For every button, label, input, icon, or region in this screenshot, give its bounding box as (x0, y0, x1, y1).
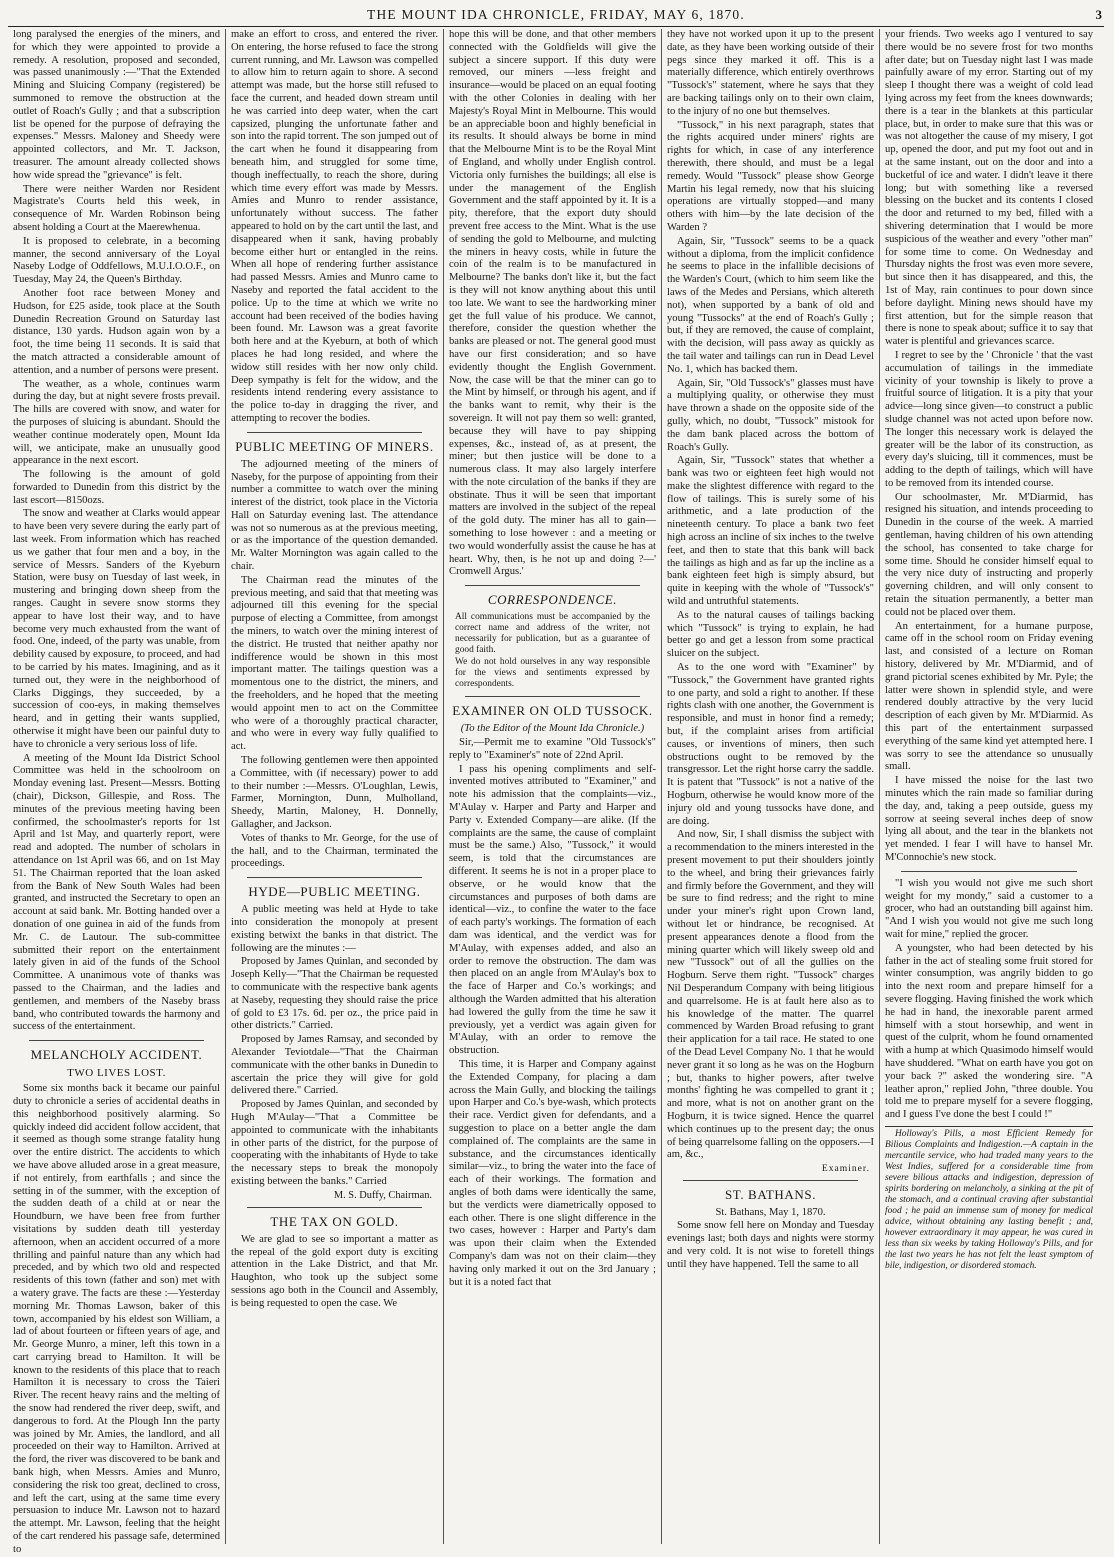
paragraph: Another foot race between Money and Hudson, for £25 aside, took place at the South Dunedin Recreation Ground on Saturday last distance, 130 yards. Hudson again won by a foot, the time being 11 seconds. It is said that the match attracted a considerable amount of attention, and a number of persons were present. (13, 287, 220, 376)
paragraph: I regret to see by the ' Chronicle ' that the vast accumulation of tailings in the immediate vicinity of your township is likely to prove a fruitful source of litigation. It is a pity that your advice—long since given—to construct a public sludge channel was not acted upon before now. The longer this necessary work is delayed the greater will be the labor of its construction, as every day's sluicing, till it commences, must be adding to the depth of tailings, which will have to be removed from its intended course. (885, 349, 1093, 489)
paragraph: This time, it is Harper and Company against the Extended Company, for placing a dam across the Main Gully, and blocking the tailings upon Harper and Co.'s bye-wash, which protects their race. Verdict given for defendants, and a suggestion to place on a better angle the dam complained of. The complaints are the same in substance, and the circumstances identically similar—viz., to bring the water into the face of each of their workings. The formation and angles of both dams were identically the same, but the verdicts were diametrically opposed to each other. There is one slight difference in the two cases, however : Harper and Party's dam was upon their claim when the Extended Company's dam was not on their claim—they having only marked it out on the 3rd January ; but it is a noted fact that (449, 1058, 656, 1288)
signature: M. S. Duffy, Chairman. (333, 1189, 432, 1201)
column-2 (226, 29, 444, 1544)
paragraph: Sir,—Permit me to examine "Old Tussock's" reply to "Examiner's" note of 22nd April. (449, 737, 656, 761)
divider (901, 871, 1077, 872)
editorial-notice: We do not hold ourselves in any way responsible for the views and sentiments expressed by correspondents. (455, 657, 650, 690)
paragraph: Again, Sir, "Tussock" states that whether a bank was two or eighteen feet high would not make the slightest difference with regard to the flow of tailings. This is surely some of his arithmetic, and a late production of the nineteenth century. To place a bank two feet high across an incline of six inches to the twelve feet, and then to state that this bank will back the tailings as high and as far up the incline as a bank eighteen feet high is simply absurd, but quite in keeping with the whole of "Tussock's" wild and untruthful statements. (667, 455, 874, 608)
paragraph: Votes of thanks to Mr. George, for the use of the hall, and to the Chairman, terminated the proceedings. (231, 832, 438, 870)
letter-signature: Examiner. (821, 1163, 870, 1175)
paragraph: A public meeting was held at Hyde to take into consideration the monopoly at present existing betwixt the banks in that district. The following are the minutes :— (231, 904, 438, 954)
paragraph: they have not worked upon it up to the present date, as they have been working outside of their pegs since they marked it off. This is a materially difference, which entirely overthrows "Tussock's" statement, where he says that they are backing tailings only on to their own claim, to the injury of no one but themselves. (667, 29, 874, 117)
columns (8, 29, 1104, 1555)
divider (465, 585, 640, 586)
letter-address: (To the Editor of the Mount Ida Chronicle.) (460, 723, 645, 735)
paragraph: The Chairman read the minutes of the previous meeting, and said that that meeting was adjourned till this evening for the special purpose of electing a Committee, from amongst the miners, to watch over the mining interest of the district. He trusted that neither apathy nor indifference would be shown in this most important matter. The tailings question was a momentous one to the district, the miners, and the freeholders, and he hoped that the meeting would appoint men to act on the Committee who were of a thoroughly practical character, and who were in every way fully qualified to act. (231, 574, 438, 753)
divider (465, 696, 640, 697)
paragraph: Our schoolmaster, Mr. M'Diarmid, has resigned his situation, and intends proceeding to Dunedin in the course of the week. A married gentleman, having children of his own attending the school, has consented to take charge for some time. Should he consider himself equal to the very nice duty of instructing and properly governing children, and will only consent to retain the situation permanently, a better man could not be placed over them. (885, 491, 1093, 618)
paragraph: Proposed by James Quinlan, and seconded by Hugh M'Aulay—"That a Committee be appointed to communicate with the inhabitants in other parts of the district, for the purpose of cooperating with the inhabitants of Hyde to take the necessary steps to break the monopoly existing between the banks." Carried (231, 1099, 438, 1187)
paragraph: Some six months back it became our painful duty to chronicle a series of accidental deaths in this neighborhood positively alarming. So quickly indeed did accident follow accident, that it seemed as though some strange fatality hung over the entire district. The accidents to which we have above alluded arose in a great measure, if not entirely, from earthfalls ; and since the setting in of the summer, with the exception of the sudden death of a child at or near the Houndburn, we have been free from further visitations by sudden death till yesterday afternoon, when an accident occurred of a more thrilling and painful nature than any which had preceded, and by which two old and respected residents of this town (father and son) met with a watery grave. The facts are these :—Yesterday morning Mr. Thomas Lawson, baker of this town, accompanied by his eldest son William, a lad of about fourteen or fifteen years of age, and Mr. George Munro, a miner, left this town in a cart carrying bread to Hamilton. It will be known to the residents of this place that to reach Hamilton it is necessary to cross the Taieri River. The recent heavy rains and the melting of the snow had rendered the river deep, swift, and dangerous to ford. At the Plough Inn the party was joined by Mr. Amies, the landlord, and all proceeded on their way to Hamilton. Arrived at the ford, the river was discovered to be bank and bank high, when Messrs. Amies and Munro, considering the risk too great, declined to cross, and left the cart, using at the same time every persuasion to induce Mr. Lawson not to hazard the attempt. Mr. Lawson, feeling that the height of the cart rendered his passage safe, determined to (13, 1083, 220, 1555)
paragraph: hope this will be done, and that other members connected with the Goldfields will give the subject a sincere support. If this duty were removed, our miners —less freight and insurance—would be placed on an equal footing with the other Colonies in dealing with her Majesty's Royal Mint in Melbourne. This would be an appreciable boon and highly beneficial in its results. It should always be borne in mind that the Melbourne Mint is to be the Royal Mint of England, and wholly under English control. Victoria only furnishes the buildings; all else is under the management of the English Government and the staff appointed by it. It is a pity, therefore, that the export duty should prevent free access to the Mint. What is the use of sending the gold to Melbourne, and mulcting the miners in heavy costs, while in future the coin of the realm is to be manufactured in Melbourne? The banks don't like it, but the fact is they will not know anything about this until too late. We want to see the hardworking miner get the full value of his produce. We cannot, therefore, consider the question whether the banks are pleased or not. The general good must have our first consideration; and so have evidently thought the English Government. Now, the case will be that the miner can go to the Mint by himself, or through his agent, and if the banks want to remit, why their is the sovereign. It will not pay them so well: granted, because they will have to pay shipping expenses, &c., instead of, as at present, the miner; but then justice will be done to a numerous class. It may also largely interfere with the note circulation of the banks if they are obstinate. Thus it will be seen that important matters are involved in the subject of the repeal of the gold duty. The miner has all to gain—something to lose however : and a meeting or two would wonderfully assist the cause he has at heart. Why, then, is he not up and doing ?—' Cromwell Argus.' (449, 29, 656, 578)
divider (247, 432, 422, 433)
paragraph: There were neither Warden nor Resident Magistrate's Courts held this week, in consequence of Mr. Warden Robinson being absent holding a Court at the Maerewhenua. (13, 183, 220, 233)
paragraph: A meeting of the Mount Ida District School Committee was held in the schoolroom on Monday evening last. Present—Messrs. Botting (chair), Dickson, Gillespie, and Ross. The minutes of the previous meeting having been confirmed, the schoolmaster's reports for 1st April and 1st May, and quarterly report, were read and adopted. The number of scholars in attendance on 1st April was 66, and on 1st May 51. The Chairman reported that the loan asked from the Bank of New South Wales had been granted, and instructed the Secretary to open an account at said bank. Mr. Botting handed over a donation of one guinea in aid of the funds from Mr. C. de Lautour. The sub-committee submitted their report on the entertainment lately given in aid of the funds of the School Committee. A unanimous vote of thanks was passed to the Chairman, and the ladies and gentlemen, and members of the Naseby brass band, who contributed towards the harmony and success of the entertainment. (13, 752, 220, 1033)
paragraph: I pass his opening compliments and self-invented motives attributed to "Examiner," and note his admission that the complaints—viz., M'Aulay v. Harper and Party and Harper and Party v. Extended Company—are alike. (If the complaints are the same, the cause of complaint must be the same.) Also, "Tussock," it would seem, is told that the circumstances are different. It seems he is not in a proper place to observe, or he would know that the circumstances and purposes of both dams are identical—viz., to confine the water to the face of each party's workings. The formation of each dam was identical, and the verdict was for M'Aulay, with expenses added, and also an order to remove the obstruction. The dam was then placed on an angle from M'Aulay's box to the face of Harper and Co.'s workings; and although the Warden admitted that his alteration had lowered the gully from the time he saw it previously, yet a verdict was again given for M'Aulay, with an order to remove the obstruction. (449, 763, 656, 1057)
paragraph: "I wish you would not give me such short weight for my mondy," said a customer to a grocer, who had an outstanding bill against him. "And I wish you would not give me such long wait for mine," replied the grocer. (885, 877, 1093, 940)
paragraph: Some snow fell here on Monday and Tuesday evenings last; both days and nights were stormy and very cold. It is not wise to foretell things until they have happened. Tell the same to all (667, 1220, 874, 1270)
paragraph: The weather, as a whole, continues warm during the day, but at night severe frosts prevail. The hills are covered with snow, and water for the purposes of sluicing is abundant. Should the weather continue moderately open, Mount Ida will, we anticipate, make an unusually good appearance in the next escort. (13, 378, 220, 467)
editorial-notice: All communications must be accompanied by the correct name and address of the writer, not necessarily for publication, but as a guarantee of good faith. (455, 612, 650, 656)
paragraph: The following is the amount of gold forwarded to Dunedin from this district by the last escort—8150ozs. (13, 469, 220, 506)
paragraph: An entertainment, for a humane purpose, came off in the school room on Friday evening last, and consisted of a lecture on Roman history, delivered by Mr. M'Diarmid, and of grand pictorial scenes exhibited by Mr. Pyle; the latter were shown in splendid style, and were rendered doubly attractive by the very lucid description of each given by Mr. M'Diarmid. As this part of the entertainment surpassed everything of the same kind yet attempted here. I was sorry to see the attendance so unusually small. (885, 620, 1093, 773)
dateline: St. Bathans, May 1, 1870. (715, 1207, 826, 1219)
paragraph: A youngster, who had been detected by his father in the act of stealing some fruit stored for winter consumption, was angrily bidden to go into the next room and prepare himself for a severe flogging. Having finished the work which he had in hand, the inexorable parent armed himself with a stout horsewhip, and went in quest of the culprit, whom he found ornamented with a hump at which Quasimodo himself would have shuddered. "What on earth have you got on your back ?" asked the wondering sire. "A leather apron," replied John, "three double. You told me to prepare myself for a severe flogging, and I guess I've done the best I could !" (885, 942, 1093, 1121)
divider (29, 1040, 204, 1041)
advertisement-text: Holloway's Pills, a most Efficient Remedy for Bilious Complaints and Indigestion.—A captain in the mercantile service, who had traded many years to the West Indies, suffered for a considerable time from severe bilious attacks and indigestion, depression of spirits bordering on melancholy, a sinking at the pit of the stomach, and a continual craving after substantial food ; he paid an immense sum of money for medical advice, without obtaining any lasting benefit ; and, however extraordinary it may appear, he was cured in less than six weeks by taking Holloway's Pills, and for the last two years he has not felt the least symptom of bile, indigestion, or disordered stomach. (885, 1128, 1093, 1271)
divider (247, 1207, 422, 1208)
article-heading: HYDE—PUBLIC MEETING. (248, 884, 421, 900)
paragraph: long paralysed the energies of the miners, and for which they were appointed to provide a remedy. A resolution, proposed and seconded, was passed unanimously :—"That the Extended Mining and Sluicing Company (registered) be summoned to remove the obstruction at the outlet of Roach's Gully ; and that a subscription list be opened for the purpose of defraying the expenses." Messrs. Maloney and Sheedy were appointed collectors, and Mr. T. Jackson, treasurer. The amount already collected shows how wide spread the "grievance" is felt. (13, 29, 220, 181)
masthead-title: THE MOUNT IDA CHRONICLE, FRIDAY, MAY 6, 1870. (367, 7, 745, 22)
paragraph: your friends. Two weeks ago I ventured to say there would be no severe frost for two months after date; but on Tuesday night last I was made painfully aware of my error. Starting out of my sleep I thought there was a weight of cold lead lying across my feet from the knees downwards; there is a tear in the blankets at this particular place, but, in order to make sure that this was or was not altogether the cause of my misery, I got up, opened the door, and put my foot out and in at the same instant, out on the door and into a bucketful of ice and water. I didn't leave it there long; but with something like a reversed blessing on the bucket and its contents I closed the door and returned to my bed, filled with a shivering determination that I would be more suspicious of the weather and every "other man" for some time to come. On Wednesday and Thursday nights the frost was even more severe, but since then it has disappeared, and this, the 1st of May, rain continues to pour down since before daylight. Mining news should have my first attention, but for the simple reason that there is none to speak about; suffice it to say that water is plentiful and grievances scarce. (885, 29, 1093, 348)
article-heading: MELANCHOLY ACCIDENT. (30, 1047, 203, 1063)
advertisement (885, 1126, 1093, 1272)
article-heading: PUBLIC MEETING OF MINERS. (235, 438, 434, 454)
paragraph: It is proposed to celebrate, in a becoming manner, the second anniversary of the Loyal Naseby Lodge of Oddfellows, M.U.I.O.O.F., on Tuesday, May 24, the Queen's Birthday. (13, 235, 220, 286)
paragraph: make an effort to cross, and entered the river. On entering, the horse refused to face the strong current running, and Mr. Lawson was compelled to allow him to return again to shore. A second attempt was made, but the horse still refused to face the current, and headed down stream until he was carried into deep water, when the cart capsized, plunging the unfortunate father and son into the rapid torrent. The son jumped out of the cart when he found it disappearing from beneath him, and struggled for some time, though ineffectually, to reach the shore, during which time every effort was made by Messrs. Amies and Munro to render assistance, unfortunately without success. The father appeared to hold on by the cart until the last, and disappeared when it sank, having probably become either hurt or entangled in the reins. When all hope of rendering further assistance had passed Messrs. Amies and Munro came to Naseby and reported the fatal accident to the police. Up to the time at which we write no account had been received of the bodies having been found. Mr. Lawson was a great favorite both here and at the Kyeburn, at both of which places he had long resided, and where the widow still resides with her now only child. Deep sympathy is felt for the widow, and the residents intend rendering every assistance to the police to-day in dragging the river, and attempting to recover the bodies. (231, 29, 438, 424)
divider (683, 1180, 858, 1181)
masthead (8, 4, 1104, 27)
paragraph: The snow and weather at Clarks would appear to have been very severe during the early part of last week. From information which has reached us we gather that four men and a boy, in the service of Messrs. Sanders of the Kyeburn Station, were busy on Tuesday of last week, in mustering and bringing down sheep from the ranges. Caught in severe snow storms they appear to have lost their way, and to have become very much exhausted from the want of food. One, indeed, of the party was unable, from debility caused by exposure, to proceed, and had to be carried by his mates. Imagining, and as it turned out, they were in the neighborhood of Clarks Diggings, they succeeded, by a succession of coo-eys, in making themselves heard, and in getting their wants supplied, otherwise it might have been our painful duty to have to chronicle a very serious loss of life. (13, 508, 220, 750)
article-heading: ST. BATHANS. (724, 1187, 817, 1203)
paragraph: Proposed by James Quinlan, and seconded by Joseph Kelly—"That the Chairman be requested to communicate with the respective bank agents at Naseby, requesting they should raise the price of gold to £3 17s. 6d. per oz., the price paid in other districts." Carried. (231, 956, 438, 1032)
divider (247, 877, 422, 878)
paragraph: The following gentlemen were then appointed a Committee, with (if necessary) power to add to their number :—Messrs. O'Loughlan, Lewis, Farmer, Mornington, Dunn, Mulholland, Sheedy, Martin, Maloney, H. Donnelly, Gallagher, and Jackson. (231, 755, 438, 831)
paragraph: "Tussock," in his next paragraph, states that the rights acquired under miners' rights are rights for which, in case of any interference therewith, there should, and must be a legal remedy. Would "Tussock" please show George Martin his legal remedy, now that his sluicing operations are virtually stopped—and many others with him—by the late decision of the Warden ? (667, 119, 874, 233)
paragraph: Again, Sir, "Tussock" seems to be a quack without a diploma, from the implicit confidence he seems to place in the infallible decisions of the Warden's Court, (which to him seem like the laws of the Medes and Persians, which altereth not), when supported by a bank of old and young "Tussocks" at the end of Roach's Gully ; but, if they are removed, the cause of complaint, with the decision, will pass away as quickly as the tail water and tailings can run in Dead Level No. 1, which has backed them. (667, 235, 874, 375)
page-number: 3 (1095, 7, 1102, 22)
column-1 (8, 29, 226, 1555)
paragraph: As to the natural causes of tailings backing which "Tussock" is trying to explain, he had better go and get a lesson from some practical sluicer on the subject. (667, 609, 874, 660)
paragraph: Again, Sir, "Old Tussock's" glasses must have a multiplying quality, or otherwise they must have thrown a shade on the opposite side of the gully, which, no doubt, "Tussock" mistook for the dam bank placed across the bottom of Roach's Gully. (667, 377, 874, 453)
column-4 (662, 29, 880, 1544)
column-3 (444, 29, 662, 1544)
paragraph: Proposed by James Ramsay, and seconded by Alexander Teviotdale—"That the Chairman communicate with the other banks in Dunedin to ascertain the price they will give for gold delivered there." Carried. (231, 1034, 438, 1097)
paragraph: We are glad to see so important a matter as the repeal of the gold export duty is exciting attention in the Lake District, and that Mr. Haughton, who took up the subject some sessions ago both in the Council and Assembly, is being requested to open the case. We (231, 1233, 438, 1309)
section-heading: CORRESPONDENCE. (487, 592, 618, 608)
paragraph: As to the one word with "Examiner" by "Tussock," the Government have granted rights to one party, and sold a right to another. If these rights clash with one another, the Government is responsible, and must in honor find a remedy; but, if the complaint arises from artificial causes, or inventions of miners, then such obstructions ought to be removed by the transgressor. Let the right horse carry the saddle. It is patent that "Tussock" is not a native of the Hogburn, otherwise he would know more of the injury old and young tussocks have done, and are doing. (667, 662, 874, 827)
paragraph: And now, Sir, I shall dismiss the subject with a recommendation to the miners interested in the present movement to put their shoulders jointly to the wheel, and bring their grievances fairly and firmly before the Government, and they will be sure to find redress; and the right to mine under your miner's right upon Crown land, without let or hindrance, be recognised. At present appearances denote a flood from the mining quarter which will likely sweep old and new "Tussock" out of all the gullies on the Hogburn. Serve them right. "Tussock" charges Nil Desperandum Company with being litigious and quarrelsome. He is at fault here also as to his knowledge of the matter. The quarrel commenced by Warden Broad refusing to grant their application for a tail race. He stated to one of the Dead Level Company No. 1 that he would never grant it so long as he was on the Hogburn ; but, thanks to higher powers, after twelve months' fighting he was compelled to grant it ; and more, what is not on another grant on the Hogburn, it is twice signed. Hence the quarrel which continues up to the present day; the onus of being quarrelsome falling on the opposers.—I am, &c., (667, 829, 874, 1161)
column-5 (880, 29, 1098, 1544)
paragraph: I have missed the noise for the last two minutes which the rain made so familiar during the day, and, taking a peep outside, guess my sorrow at seeing several inches deep of snow lying all about, and the tear in the blankets not yet mended. I fear I will have to hansel Mr. M'Connochie's new stock. (885, 775, 1093, 863)
article-heading: EXAMINER ON OLD TUSSOCK. (452, 703, 653, 719)
article-heading: THE TAX ON GOLD. (270, 1213, 399, 1229)
paragraph: The adjourned meeting of the miners of Naseby, for the purpose of appointing from their number a committee to watch over the mining interest of the district, took place in the Victoria Hall on Saturday evening last. The attendance was not so numerous as at the previous meeting, or as the importance of the question demanded. Mr. Walter Mornington was again called to the chair. (231, 458, 438, 573)
article-subheading: TWO LIVES LOST. (67, 1067, 166, 1080)
